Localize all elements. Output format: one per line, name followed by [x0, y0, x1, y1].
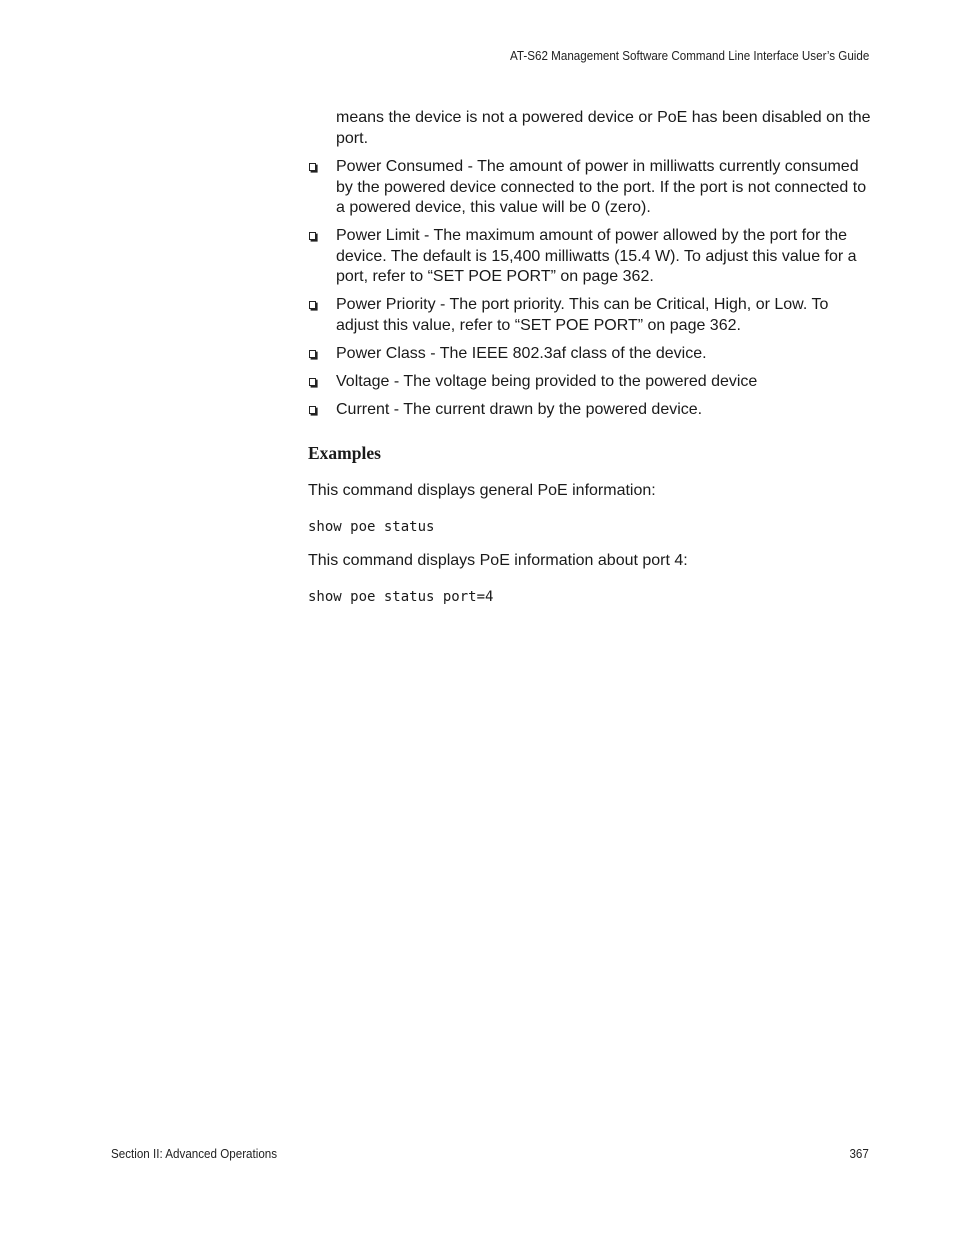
checkbox-square-icon — [309, 406, 316, 414]
running-header: AT-S62 Management Software Command Line Interface User’s Guide — [509, 49, 869, 63]
checkbox-square-icon — [309, 350, 316, 358]
list-item-text: Current - The current drawn by the powered device. — [336, 400, 703, 418]
list-item — [308, 226, 874, 288]
code-example-1: show poe status — [308, 519, 435, 535]
checkbox-square-icon — [309, 301, 316, 309]
list-item-text: Power Consumed - The amount of power in milliwatts currently consumed by the powered device connected to the port. If the port is not connected to a powered device, this value will be 0 (zero). — [336, 158, 867, 216]
list-item-text: Power Priority - The port priority. This can be Critical, High, or Low. To adjust this value, refer to “SET POE PORT” on page 362. — [336, 296, 829, 334]
checkbox-square-icon — [309, 163, 316, 171]
list-item — [308, 295, 874, 336]
checkbox-square-icon — [309, 232, 316, 240]
body-column — [308, 108, 874, 606]
list-item — [308, 344, 874, 365]
footer-section: Section II: Advanced Operations — [111, 1147, 278, 1161]
list-item — [308, 400, 874, 421]
example-intro-1: This command displays general PoE information: — [308, 482, 656, 499]
list-item-text: Power Class - The IEEE 802.3af class of the device. — [336, 344, 707, 362]
code-example-2: show poe status port=4 — [308, 589, 494, 605]
examples-heading: Examples — [308, 443, 381, 463]
list-item-text: Voltage - The voltage being provided to the powered device — [336, 372, 758, 390]
list-item-text: Power Limit - The maximum amount of power allowed by the port for the device. The default is 15,400 milliwatts (15.4 W). To adjust this value for a port, refer to “SET POE PORT” on page 362. — [336, 227, 857, 285]
continuation-text: means the device is not a powered device or PoE has been disabled on the port. — [336, 109, 871, 147]
bullet-list — [308, 157, 874, 420]
checkbox-square-icon — [309, 378, 316, 386]
page-number: 367 — [849, 1147, 869, 1161]
list-item — [308, 157, 874, 219]
example-intro-2: This command displays PoE information about port 4: — [308, 552, 688, 569]
list-item — [308, 372, 874, 393]
